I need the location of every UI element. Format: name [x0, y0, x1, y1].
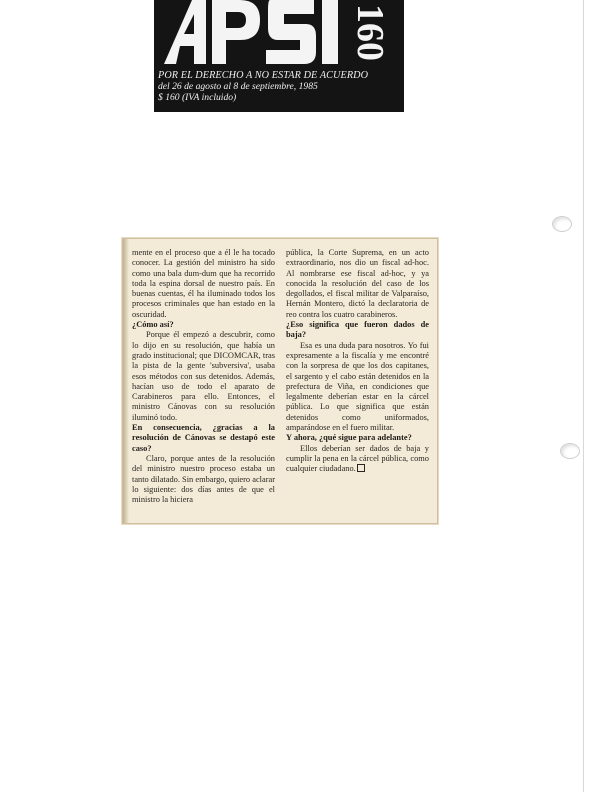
article-paragraph: pública, la Corte Suprema, en un acto extraordinario, nos dio un fiscal ad-hoc. Al nombrarse ese fiscal ad-hoc, y ya conocida la resolución del caso de los degollados, el fiscal militar de Valparaíso, Hernán Montero, dictó la declaratoria de reo contra los cuatro carabineros. — [286, 248, 429, 319]
article-paragraph: Porque él empezó a descubrir, como lo dijo en su resolución, que había un grado institucional; que DICOMCAR, tras la pista de la gente 'subversiva', usaba esos métodos con sus detenidos. Además, hacían uso de todo el aparato de Carabineros para ello. Entonces, el ministro Cánovas con su resolución iluminó todo. — [132, 330, 275, 422]
punch-hole-bottom — [560, 443, 580, 459]
article-paragraph: mente en el proceso que a él le ha tocado conocer. La gestión del ministro ha sido como una bala dum-dum que ha recorrido toda la espina dorsal de nuestro país. En buenas cuentas, él ha iluminado todos los procesos criminales que han estado en la oscuridad. — [132, 248, 275, 319]
interview-question: ¿Cómo así? — [132, 320, 174, 330]
newspaper-clipping — [122, 238, 438, 524]
clipping-shadow — [123, 239, 129, 523]
article-column-right — [286, 248, 429, 475]
article-paragraph: Ellos deberían ser dados de baja y cumplir la pena en la cárcel pública, como cualquier ciudadano. — [286, 443, 429, 474]
interview-question: En consecuencia, ¿gracias a la resolución de Cánovas se destapó este caso? — [132, 423, 275, 453]
article-paragraph: Claro, porque antes de la resolución del ministro nuestro proceso estaba un tanto dilatado. Sin embargo, quiero aclarar lo siguiente: dos días antes de que el ministro la hiciera — [132, 453, 275, 505]
issue-number-vertical — [344, 0, 396, 72]
masthead-motto: POR EL DERECHO A NO ESTAR DE ACUERDO — [158, 70, 369, 81]
interview-question: Y ahora, ¿qué sigue para adelante? — [286, 433, 412, 443]
punch-hole-top — [552, 216, 572, 232]
issue-price: $ 160 (IVA incluido) — [158, 92, 237, 103]
issue-number: 160 — [349, 4, 391, 61]
masthead-tagline — [158, 70, 404, 103]
article-paragraph: Esa es una duda para nosotros. Yo fui expresamente a la fiscalía y me encontré con la sorpresa de que los dos capitanes, el sargento y el cabo están detenidos en la prefectura de Viña, en condiciones que legalmente deberían estar en la cárcel pública. Lo que significa que están detenidos como uniformados, amparándose en el fuero militar. — [286, 340, 429, 433]
page-edge — [583, 0, 584, 792]
issue-dates: del 26 de agosto al 8 de septiembre, 1985 — [158, 81, 318, 92]
end-of-article-mark — [357, 464, 365, 472]
article-column-left — [132, 248, 275, 505]
interview-question: ¿Eso significa que fueron dados de baja? — [286, 320, 429, 340]
masthead — [154, 0, 404, 112]
